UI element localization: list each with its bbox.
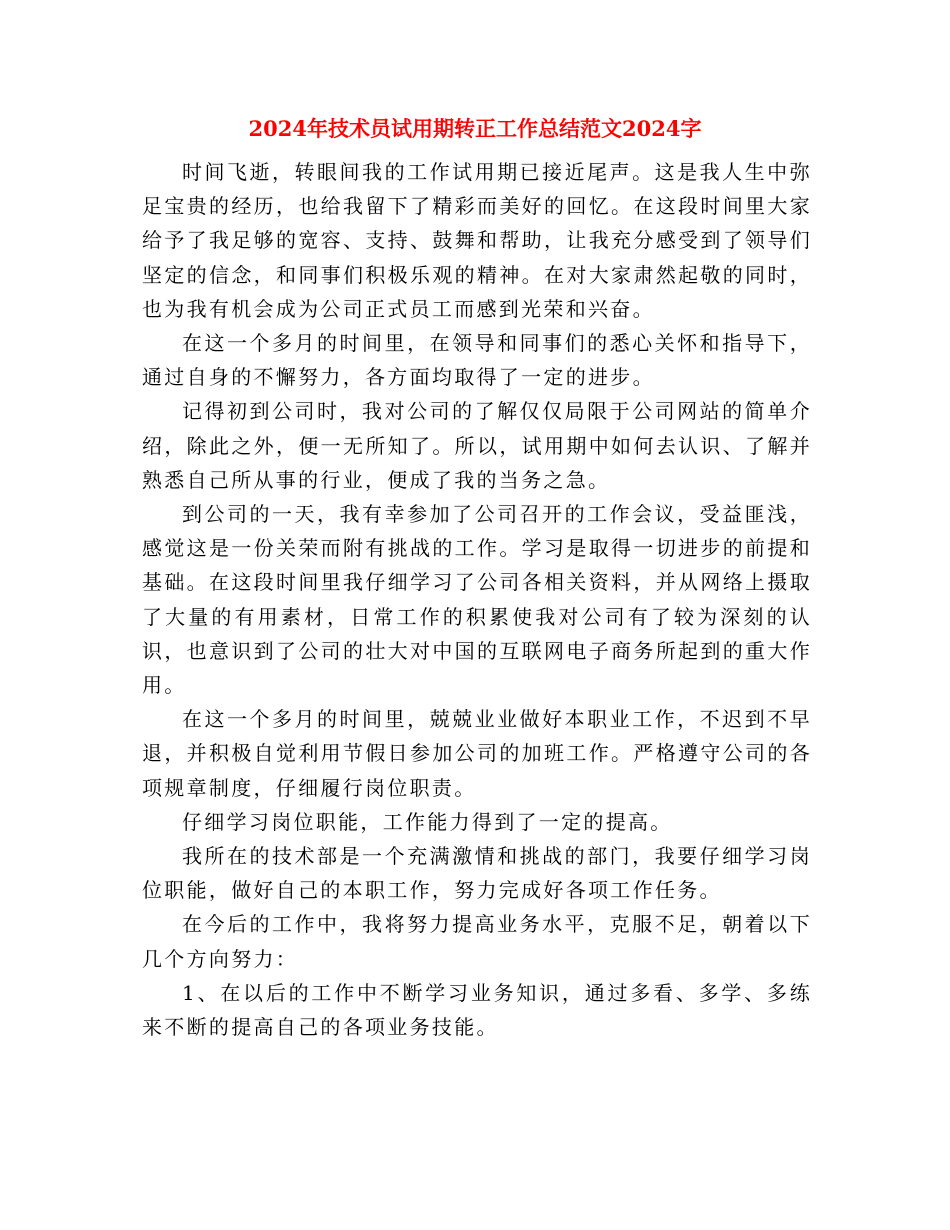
body-paragraph: 仔细学习岗位职能，工作能力得到了一定的提高。	[182, 809, 673, 834]
document-title: 2024年技术员试用期转正工作总结范文2024字	[248, 116, 702, 141]
body-paragraph: 时间飞逝，转眼间我的工作试用期已接近尾声。这是我人生中弥足宝贵的经历，也给我留下了精彩而美好的回忆。在这段时间里大家给予了我足够的宽容、支持、鼓舞和帮助，让我充分感受到了领导们坚定的信念，和同事们积极乐观的精神。在对大家肃然起敬的同时，也为我有机会成为公司正式员工而感到光荣和兴奋。	[142, 160, 812, 321]
body-paragraph: 在今后的工作中，我将努力提高业务水平，克服不足，朝着以下几个方向努力：	[142, 912, 812, 971]
body-paragraph: 在这一个多月的时间里，在领导和同事们的悉心关怀和指导下，通过自身的不懈努力，各方面均取得了一定的进步。	[142, 331, 812, 390]
body-paragraph: 我所在的技术部是一个充满激情和挑战的部门，我要仔细学习岗位职能，做好自己的本职工作，努力完成好各项工作任务。	[142, 844, 812, 903]
document-body	[142, 155, 812, 1044]
body-paragraph: 到公司的一天，我有幸参加了公司召开的工作会议，受益匪浅，感觉这是一份关荣而附有挑战的工作。学习是取得一切进步的前提和基础。在这段时间里我仔细学习了公司各相关资料，并从网络上摄取了大量的有用素材，日常工作的积累使我对公司有了较为深刻的认识，也意识到了公司的壮大对中国的互联网电子商务所起到的重大作用。	[142, 502, 812, 698]
body-paragraph: 1、在以后的工作中不断学习业务知识，通过多看、多学、多练来不断的提高自己的各项业务技能。	[142, 980, 812, 1040]
body-paragraph: 在这一个多月的时间里，兢兢业业做好本职业工作，不迟到不早退，并积极自觉利用节假日参加公司的加班工作。严格遵守公司的各项规章制度，仔细履行岗位职责。	[142, 707, 812, 800]
body-paragraph: 记得初到公司时，我对公司的了解仅仅局限于公司网站的简单介绍，除此之外，便一无所知了。所以，试用期中如何去认识、了解并熟悉自己所从事的行业，便成了我的当务之急。	[142, 399, 812, 492]
